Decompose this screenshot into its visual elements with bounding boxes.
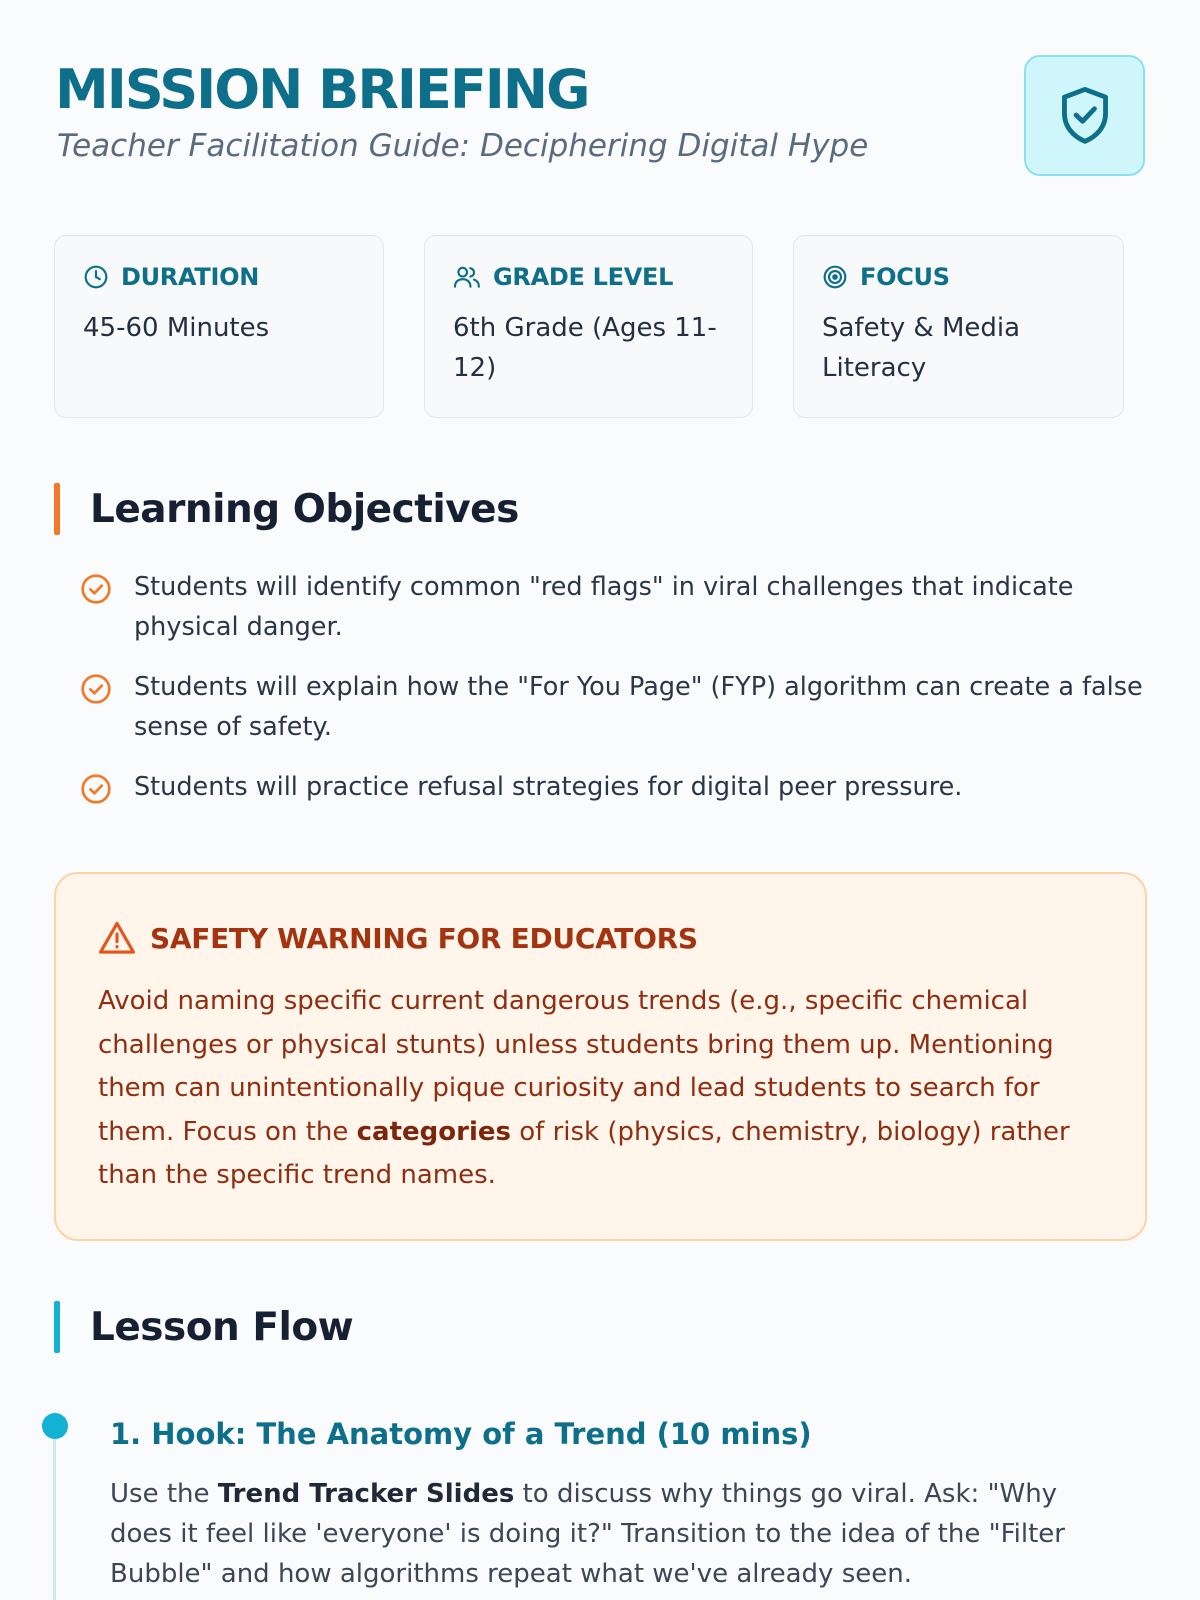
shield-badge: [1024, 55, 1145, 176]
target-icon: [822, 264, 848, 290]
step-body-emphasis: Trend Tracker Slides: [217, 1479, 515, 1509]
warning-head: [98, 918, 1103, 958]
duration-value: 45-60 Minutes: [83, 313, 270, 343]
warning-body-emphasis: categories: [356, 1116, 511, 1147]
objective-text: Students will practice refusal strategies for digital peer pressure.: [134, 772, 963, 802]
objectives-list: [80, 567, 1150, 827]
step-body: [110, 1474, 1120, 1594]
duration-card: [54, 235, 384, 418]
step-body-text-end: to discuss why things go viral. Ask: "Why does it feel like 'everyone' is doing it?" Transition to the idea of the "Filter Bubble" and how algorithms repeat what we've already seen.: [110, 1479, 1065, 1589]
list-item: [80, 767, 1150, 807]
check-circle-icon: [80, 773, 112, 805]
focus-card-head: [822, 262, 1095, 292]
briefing-header: [55, 58, 1145, 183]
check-circle-icon: [80, 573, 112, 605]
step-body-text: Use the: [110, 1479, 218, 1509]
check-circle-icon: [80, 673, 112, 705]
duration-label: DURATION: [121, 263, 259, 291]
focus-card: [793, 235, 1124, 418]
duration-card-head: [83, 262, 355, 292]
grade-level-label: GRADE LEVEL: [493, 263, 674, 291]
cyan-accent-bar: [54, 1301, 60, 1353]
warning-body-text: Avoid naming specific current dangerous trends (e.g., specific chemical challenges or physical stunts) unless students bring them up. Mentioning them can unintentionally pique curiosity and lead students to search for them. Focus on the: [98, 986, 1054, 1147]
objectives-heading: [54, 483, 519, 535]
grade-level-value: 6th Grade (Ages 11-12): [453, 313, 717, 383]
grade-level-card: [424, 235, 753, 418]
list-item: [80, 567, 1150, 647]
focus-label: FOCUS: [860, 263, 950, 291]
safety-warning-callout: [54, 872, 1147, 1241]
focus-value: Safety & Media Literacy: [822, 313, 1021, 383]
objective-text: Students will explain how the "For You Page" (FYP) algorithm can create a false sense of safety.: [134, 672, 1143, 742]
step-title: 1. Hook: The Anatomy of a Trend (10 mins): [110, 1417, 812, 1451]
timeline-line: [53, 1425, 56, 1600]
clock-icon: [83, 264, 109, 290]
lesson-flow-title: Lesson Flow: [90, 1304, 354, 1350]
warning-body: [98, 980, 1103, 1198]
lesson-flow-heading: [54, 1301, 353, 1353]
shield-check-icon: [1056, 84, 1114, 148]
objectives-title: Learning Objectives: [90, 486, 519, 532]
warning-body-text-end: of risk (physics, chemistry, biology) rather than the specific trend names.: [98, 1116, 1070, 1190]
page-title: MISSION BRIEFING: [55, 58, 589, 121]
timeline-dot: [42, 1413, 68, 1439]
objective-text: Students will identify common "red flags" in viral challenges that indicate physical danger.: [134, 572, 1074, 642]
grade-level-card-head: [453, 262, 724, 292]
warning-triangle-icon: [98, 920, 136, 956]
users-icon: [453, 264, 481, 290]
info-cards: [54, 235, 1146, 418]
orange-accent-bar: [54, 483, 60, 535]
warning-title: SAFETY WARNING FOR EDUCATORS: [150, 921, 698, 955]
page-subtitle: Teacher Facilitation Guide: Deciphering Digital Hype: [57, 128, 869, 164]
list-item: [80, 667, 1150, 747]
